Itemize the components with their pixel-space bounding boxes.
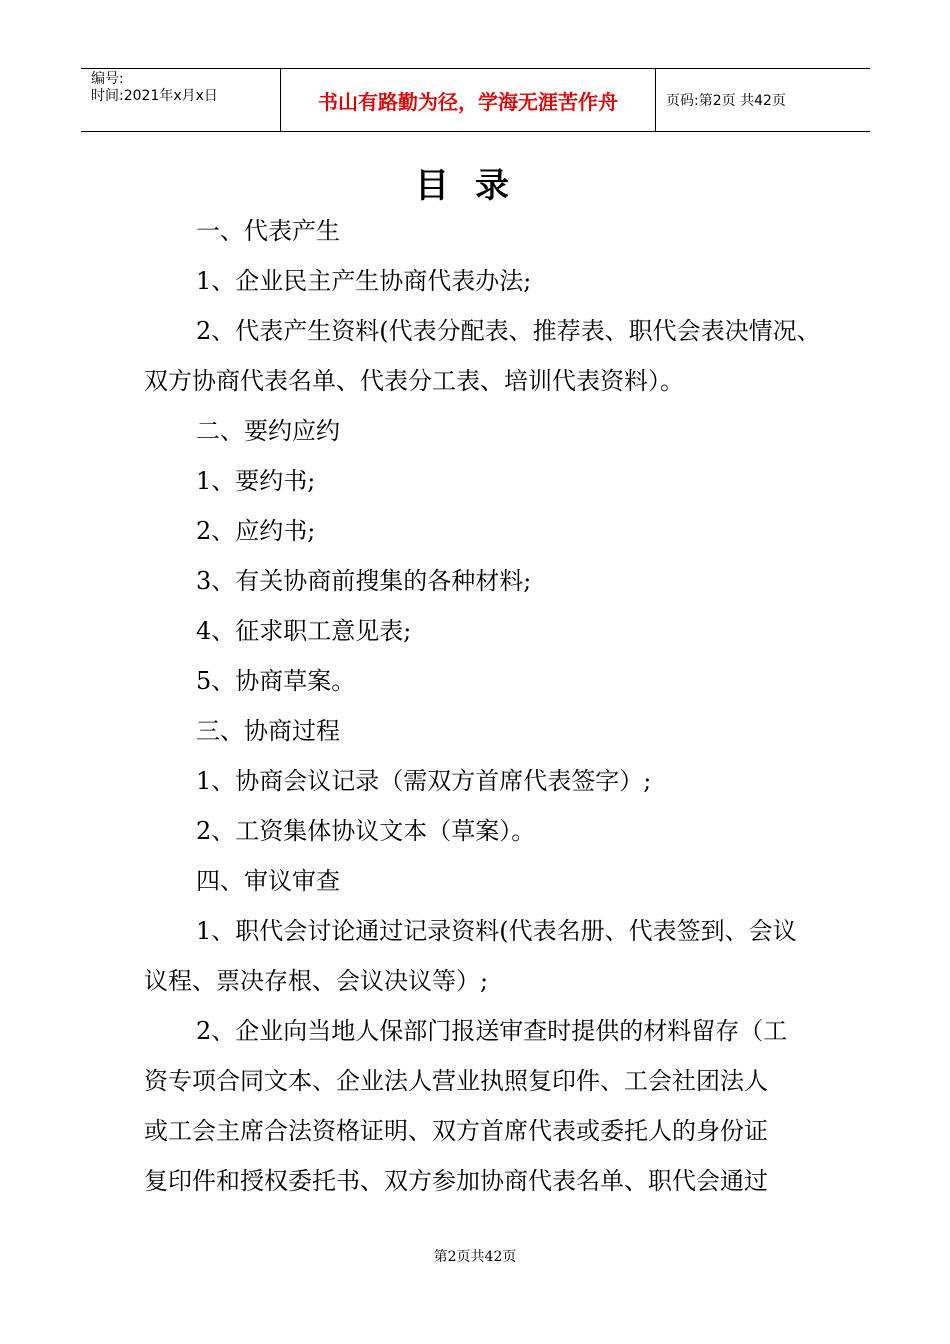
toc-line: 4、征求职工意见表;: [196, 617, 412, 645]
toc-content: [144, 206, 828, 1206]
toc-line: 1、企业民主产生协商代表办法;: [196, 267, 532, 295]
toc-line: 2、工资集体协议文本（草案）。: [196, 817, 536, 845]
time-label: 时间:2021年x月x日: [91, 88, 218, 104]
toc-line: 资专项合同文本、企业法人营业执照复印件、工会社团法人: [144, 1067, 768, 1095]
header-motto: 书山有路勤为径，学海无涯苦作舟: [281, 69, 656, 131]
toc-line: 1、职代会讨论通过记录资料(代表名册、代表签到、会议: [196, 917, 797, 945]
toc-line: 2、应约书;: [196, 517, 316, 545]
toc-line: 二、要约应约: [196, 417, 340, 445]
toc-line: 四、审议审查: [196, 867, 340, 895]
toc-line: 3、有关协商前搜集的各种材料;: [196, 567, 532, 595]
toc-line: 2、企业向当地人保部门报送审查时提供的材料留存（工: [196, 1017, 788, 1045]
header-meta: [81, 69, 281, 131]
toc-line: 三、协商过程: [196, 717, 340, 745]
toc-line: 1、协商会议记录（需双方首席代表签字）;: [196, 767, 652, 795]
toc-line: 复印件和授权委托书、双方参加协商代表名单、职代会通过: [144, 1167, 768, 1195]
page-footer: 第2页共42页: [433, 1249, 517, 1265]
header-page-label: 页码:第2页 共42页: [666, 93, 786, 109]
toc-line: 1、要约书;: [196, 467, 316, 495]
toc-line: 2、代表产生资料(代表分配表、推荐表、职代会表决情况、: [196, 317, 821, 345]
document-title: 目录: [415, 166, 535, 206]
toc-line: 或工会主席合法资格证明、双方首席代表或委托人的身份证: [144, 1117, 768, 1145]
toc-line: 5、协商草案。: [196, 667, 356, 695]
toc-line: 议程、票决存根、会议决议等）;: [144, 967, 489, 995]
toc-line: 双方协商代表名单、代表分工表、培训代表资料）。: [144, 367, 684, 395]
page-header: [81, 68, 870, 132]
toc-line: 一、代表产生: [196, 217, 340, 245]
number-label: 编号:: [91, 71, 124, 87]
